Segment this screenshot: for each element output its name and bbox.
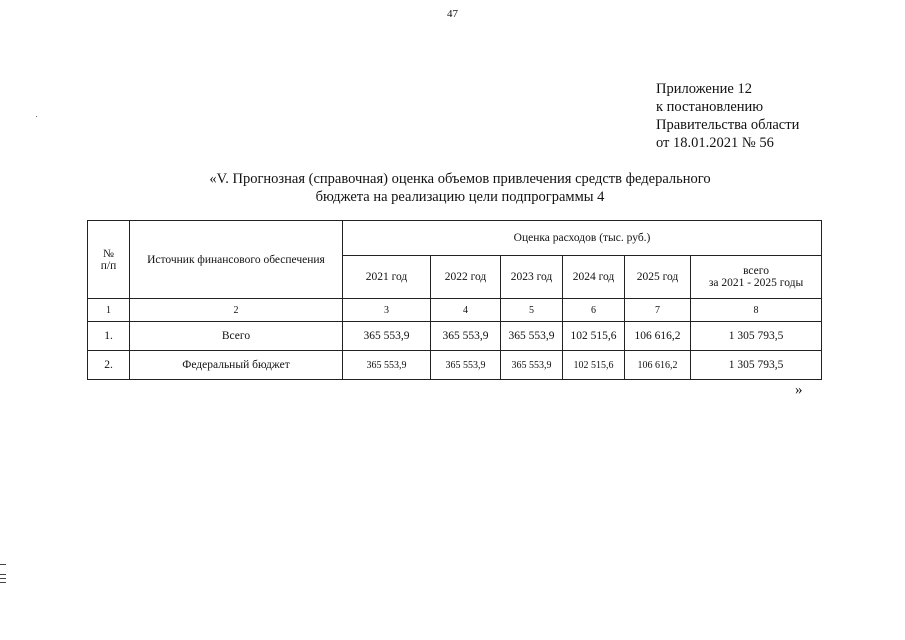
header-year-2021: 2021 год <box>343 256 431 299</box>
row-value-2022: 365 553,9 <box>431 322 501 351</box>
budget-table <box>87 220 822 380</box>
appendix-header <box>656 80 799 152</box>
appendix-line-1: Приложение 12 <box>656 81 752 97</box>
section-title <box>100 170 820 206</box>
header-estimate-cell: Оценка расходов (тыс. руб.) <box>343 221 822 256</box>
table-header-row <box>88 221 822 256</box>
header-total-cell <box>691 256 822 299</box>
column-number: 5 <box>501 299 563 322</box>
section-title-line-2: бюджета на реализацию цели подпрограммы 4 <box>315 189 605 205</box>
margin-mark <box>0 578 6 579</box>
margin-mark <box>0 564 6 565</box>
column-number: 4 <box>431 299 501 322</box>
row-value-2025: 106 616,2 <box>625 351 691 380</box>
row-total: 1 305 793,5 <box>691 322 822 351</box>
page-number: 47 <box>447 8 458 20</box>
column-numbers-row <box>88 299 822 322</box>
row-value-2024: 102 515,6 <box>563 322 625 351</box>
column-number: 8 <box>691 299 822 322</box>
header-num-cell <box>88 221 130 299</box>
header-total-line-2: за 2021 - 2025 годы <box>708 277 804 289</box>
table-row <box>88 351 822 380</box>
header-year-2022: 2022 год <box>431 256 501 299</box>
row-total: 1 305 793,5 <box>691 351 822 380</box>
column-number: 2 <box>130 299 343 322</box>
column-number: 3 <box>343 299 431 322</box>
closing-quote: » <box>795 382 803 398</box>
column-number: 7 <box>625 299 691 322</box>
row-value-2023: 365 553,9 <box>501 351 563 380</box>
appendix-line-2: к постановлению <box>656 99 764 115</box>
appendix-line-3: Правительства области <box>656 117 800 133</box>
row-source: Всего <box>130 322 343 351</box>
row-num: 2. <box>88 351 130 380</box>
margin-mark <box>0 574 6 575</box>
row-value-2021: 365 553,9 <box>343 351 431 380</box>
row-value-2025: 106 616,2 <box>625 322 691 351</box>
header-num-line-2: п/п <box>100 259 117 272</box>
margin-mark <box>0 582 6 583</box>
header-year-2025: 2025 год <box>625 256 691 299</box>
appendix-line-4: от 18.01.2021 № 56 <box>656 135 774 151</box>
row-num: 1. <box>88 322 130 351</box>
row-value-2022: 365 553,9 <box>431 351 501 380</box>
row-source: Федеральный бюджет <box>130 351 343 380</box>
header-year-2024: 2024 год <box>563 256 625 299</box>
column-number: 1 <box>88 299 130 322</box>
column-number: 6 <box>563 299 625 322</box>
row-value-2023: 365 553,9 <box>501 322 563 351</box>
header-total-line-1: всего <box>743 265 769 277</box>
scan-speck <box>36 116 37 117</box>
row-value-2021: 365 553,9 <box>343 322 431 351</box>
header-year-2023: 2023 год <box>501 256 563 299</box>
row-value-2024: 102 515,6 <box>563 351 625 380</box>
section-title-line-1: «V. Прогнозная (справочная) оценка объемов привлечения средств федерального <box>209 171 711 187</box>
table-row <box>88 322 822 351</box>
header-source-cell: Источник финансового обеспечения <box>130 221 343 299</box>
header-num-line-1: № <box>103 247 114 260</box>
